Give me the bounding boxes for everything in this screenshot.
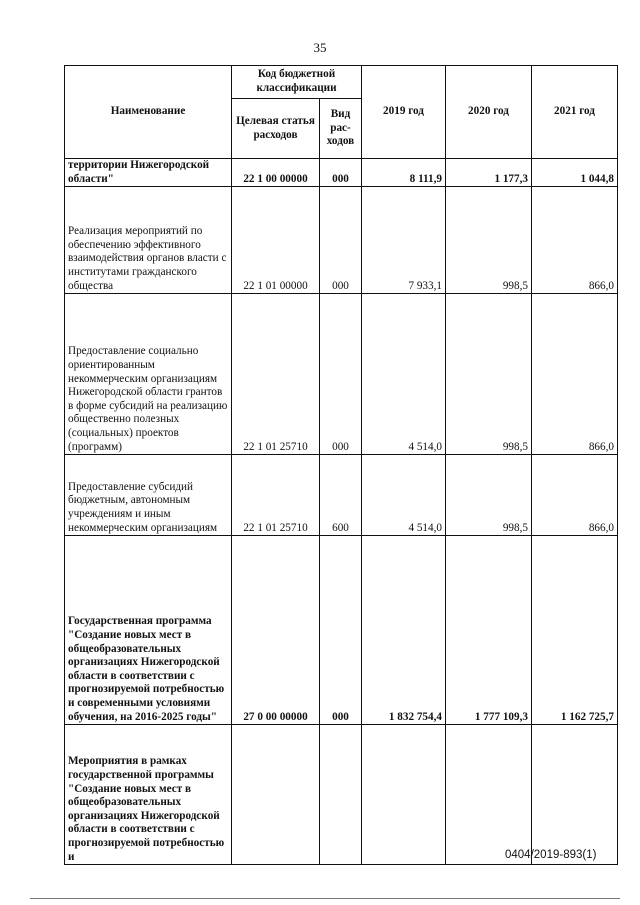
cell-2020 — [446, 725, 532, 865]
cell-2019: 4 514,0 — [362, 455, 446, 536]
cell-target-article: 22 1 00 00000 — [232, 159, 320, 187]
cell-2019 — [362, 725, 446, 865]
page-number: 35 — [313, 40, 327, 55]
cell-target-article: 22 1 01 25710 — [232, 294, 320, 455]
cell-expense-type — [320, 725, 362, 865]
cell-name: Реализация мероприятий по обеспечению эффективного взаимодействия органов власти с институтами гражданского общества — [65, 187, 232, 294]
cell-expense-type: 000 — [320, 159, 362, 187]
cell-name: территории Нижегородской области" — [65, 159, 232, 187]
table-row — [65, 294, 618, 455]
table-row — [65, 187, 618, 294]
cell-expense-type: 600 — [320, 455, 362, 536]
cell-2020: 1 177,3 — [446, 159, 532, 187]
cell-target-article: 22 1 01 25710 — [232, 455, 320, 536]
cell-expense-type: 000 — [320, 294, 362, 455]
cell-name: Предоставление социально ориентированным некоммерческим организациям Нижегородской области грантов в форме субсидий на реализацию общественно полезных (социальных) проектов (программ) — [65, 294, 232, 455]
header-2021: 2021 год — [532, 66, 618, 159]
header-target: Целевая статья расходов — [232, 99, 320, 159]
cell-2021 — [532, 725, 618, 865]
cell-target-article: 22 1 01 00000 — [232, 187, 320, 294]
table-row — [65, 725, 618, 865]
table-row — [65, 536, 618, 725]
table-row — [65, 159, 618, 187]
cell-target-article: 27 0 00 00000 — [232, 536, 320, 725]
cell-target-article — [232, 725, 320, 865]
header-type: Вид рас-ходов — [320, 99, 362, 159]
cell-2019: 8 111,9 — [362, 159, 446, 187]
cell-2020: 1 777 109,3 — [446, 536, 532, 725]
cell-2021: 866,0 — [532, 294, 618, 455]
bottom-divider — [30, 898, 620, 899]
header-name: Наименование — [65, 66, 232, 159]
table-header — [65, 66, 618, 159]
document-code: 0404/2019-893(1) — [505, 849, 597, 861]
header-2019: 2019 год — [362, 66, 446, 159]
cell-2019: 1 832 754,4 — [362, 536, 446, 725]
table-body — [65, 159, 618, 865]
header-code-group: Код бюджетной классификации — [232, 66, 362, 99]
cell-expense-type: 000 — [320, 536, 362, 725]
cell-2019: 7 933,1 — [362, 187, 446, 294]
cell-2020: 998,5 — [446, 187, 532, 294]
cell-2020: 998,5 — [446, 455, 532, 536]
cell-2019: 4 514,0 — [362, 294, 446, 455]
cell-name: Предоставление субсидий бюджетным, автономным учреждениям и иным некоммерческим организациям — [65, 455, 232, 536]
cell-expense-type: 000 — [320, 187, 362, 294]
cell-2021: 866,0 — [532, 455, 618, 536]
cell-2021: 1 044,8 — [532, 159, 618, 187]
budget-table — [64, 65, 618, 865]
cell-2020: 998,5 — [446, 294, 532, 455]
cell-2021: 866,0 — [532, 187, 618, 294]
header-2020: 2020 год — [446, 66, 532, 159]
cell-name: Мероприятия в рамках государственной программы "Создание новых мест в общеобразовательных организациях Нижегородской области в соответствии с прогнозируемой потребностью и — [65, 725, 232, 865]
cell-name: Государственная программа "Создание новых мест в общеобразовательных организациях Нижегородской области в соответствии с прогнозируемой потребностью и современными условиями обучения, на 2016-2025 годы" — [65, 536, 232, 725]
cell-2021: 1 162 725,7 — [532, 536, 618, 725]
table-row — [65, 455, 618, 536]
